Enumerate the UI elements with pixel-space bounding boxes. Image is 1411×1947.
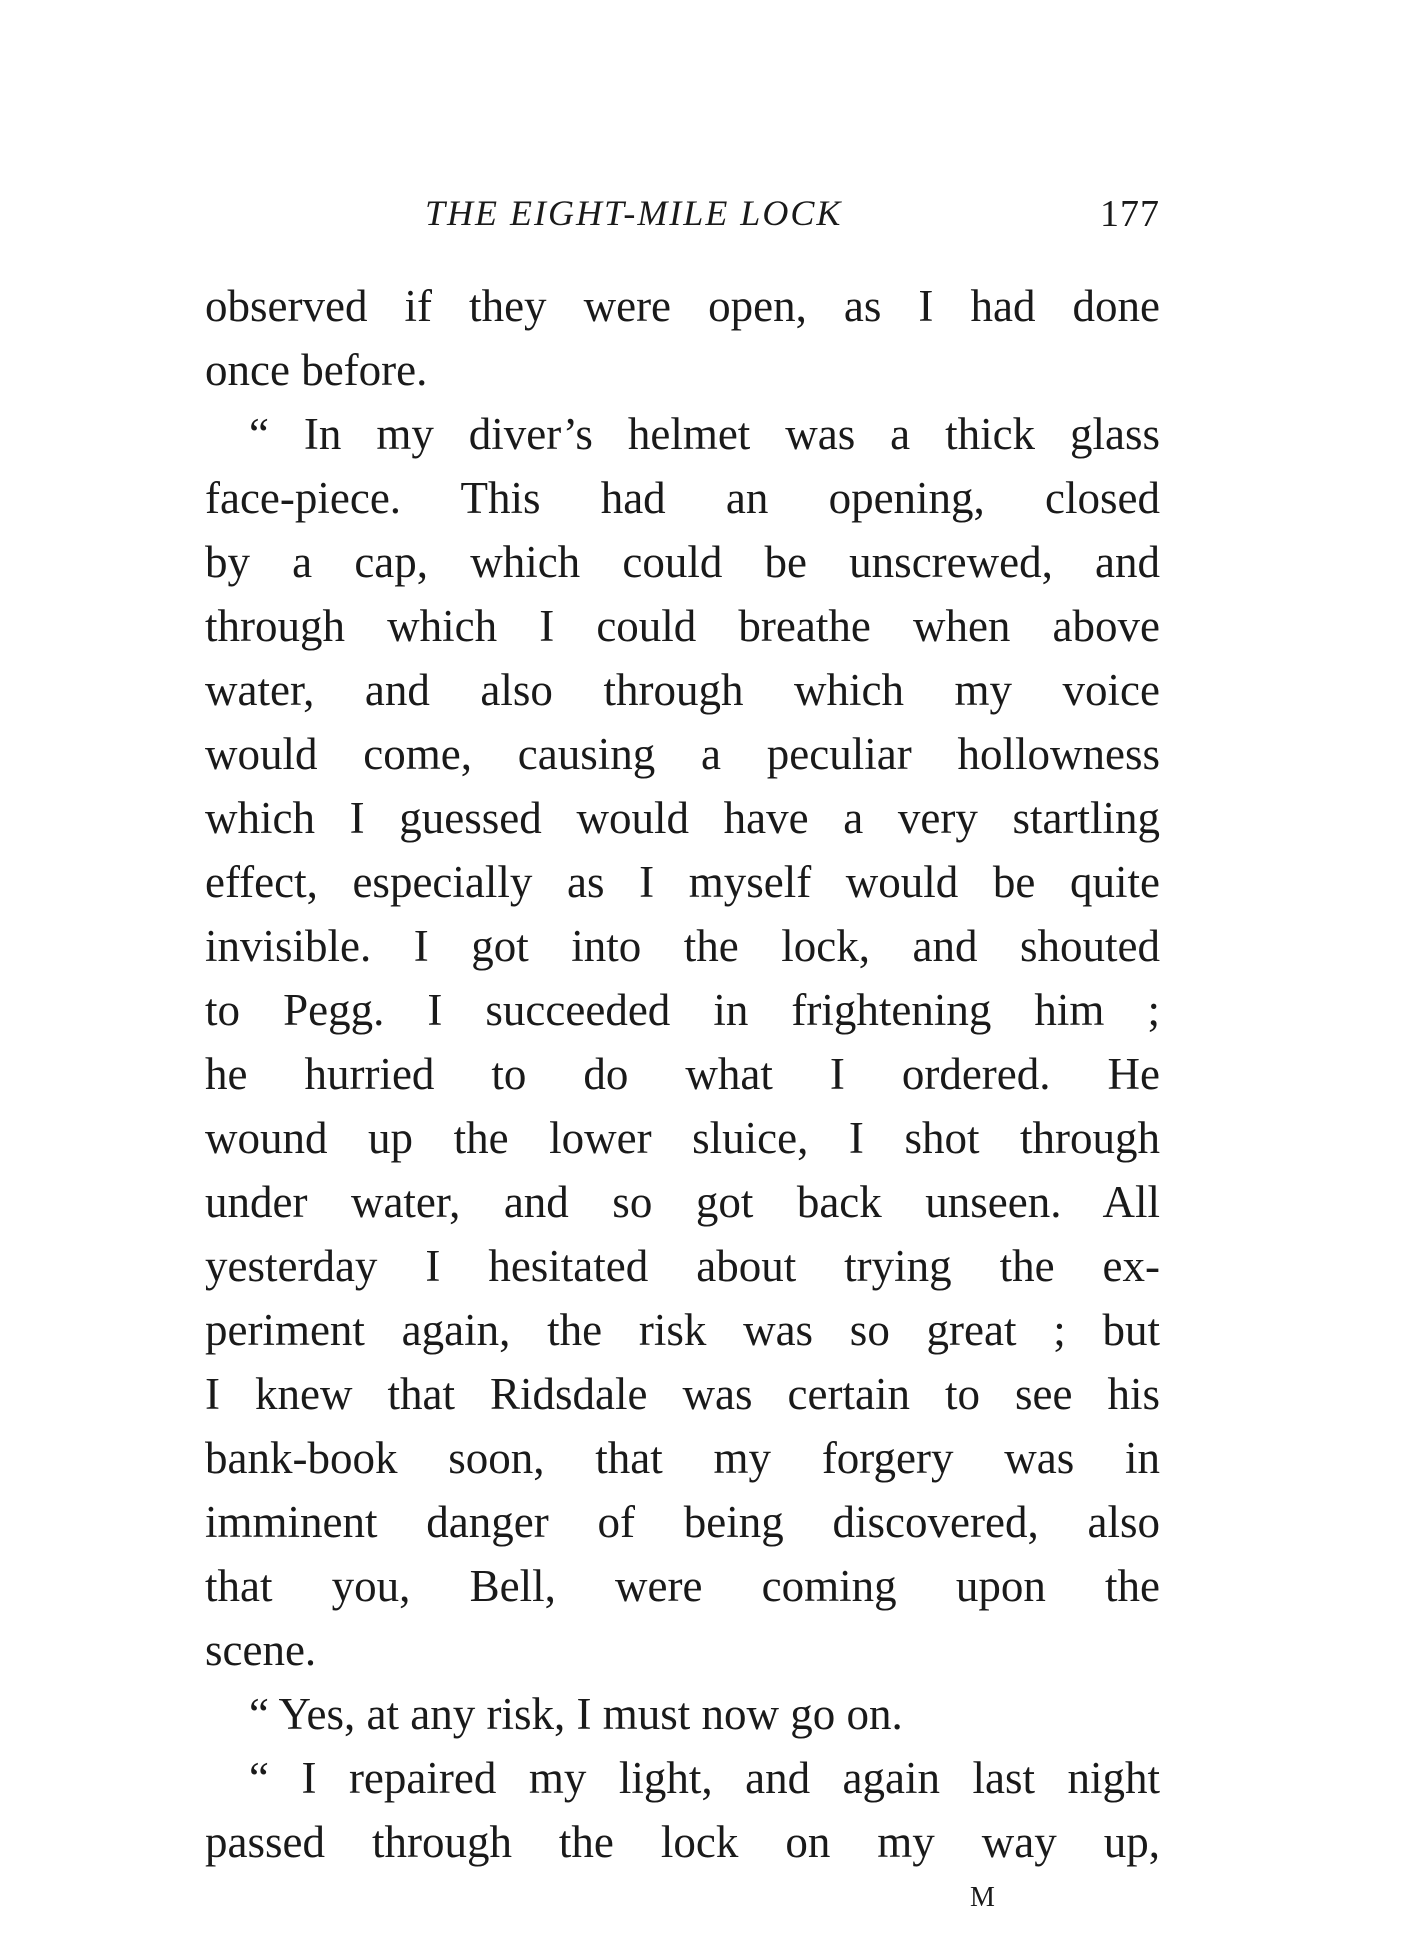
text-line: through which I could breathe when above: [205, 601, 1160, 651]
text-line: under water, and so got back unseen. All: [205, 1177, 1160, 1227]
text-line: by a cap, which could be unscrewed, and: [205, 537, 1160, 587]
text-line: would come, causing a peculiar hollowness: [205, 729, 1160, 779]
text-line: face-piece. This had an opening, closed: [205, 473, 1160, 523]
text-line: that you, Bell, were coming upon the: [205, 1561, 1160, 1611]
page-number: 177: [1100, 193, 1160, 235]
text-line: “ Yes, at any risk, I must now go on.: [249, 1689, 903, 1739]
text-line: passed through the lock on my way up,: [205, 1817, 1160, 1867]
text-line: wound up the lower sluice, I shot through: [205, 1113, 1160, 1163]
text-line: I knew that Ridsdale was certain to see his: [205, 1369, 1160, 1419]
text-line: periment again, the risk was so great ; but: [205, 1305, 1160, 1355]
text-line: yesterday I hesitated about trying the ex-: [205, 1241, 1160, 1291]
text-line: scene.: [205, 1625, 317, 1675]
running-title: THE EIGHT-MILE LOCK: [425, 193, 843, 233]
text-line: “ In my diver’s helmet was a thick glass: [249, 409, 1160, 459]
body-text: [205, 274, 1160, 1874]
text-line: bank-book soon, that my forgery was in: [205, 1433, 1160, 1483]
text-line: “ I repaired my light, and again last night: [249, 1753, 1160, 1803]
text-line: which I guessed would have a very startling: [205, 793, 1160, 843]
text-line: once before.: [205, 345, 428, 395]
running-head: [205, 192, 1160, 240]
text-line: invisible. I got into the lock, and shouted: [205, 921, 1160, 971]
text-line: to Pegg. I succeeded in frightening him ;: [205, 985, 1160, 1035]
text-line: water, and also through which my voice: [205, 665, 1160, 715]
text-line: imminent danger of being discovered, also: [205, 1497, 1160, 1547]
text-line: observed if they were open, as I had done: [205, 281, 1160, 331]
text-line: effect, especially as I myself would be quite: [205, 857, 1160, 907]
text-line: he hurried to do what I ordered. He: [205, 1049, 1160, 1099]
signature-mark: M: [970, 1882, 996, 1913]
